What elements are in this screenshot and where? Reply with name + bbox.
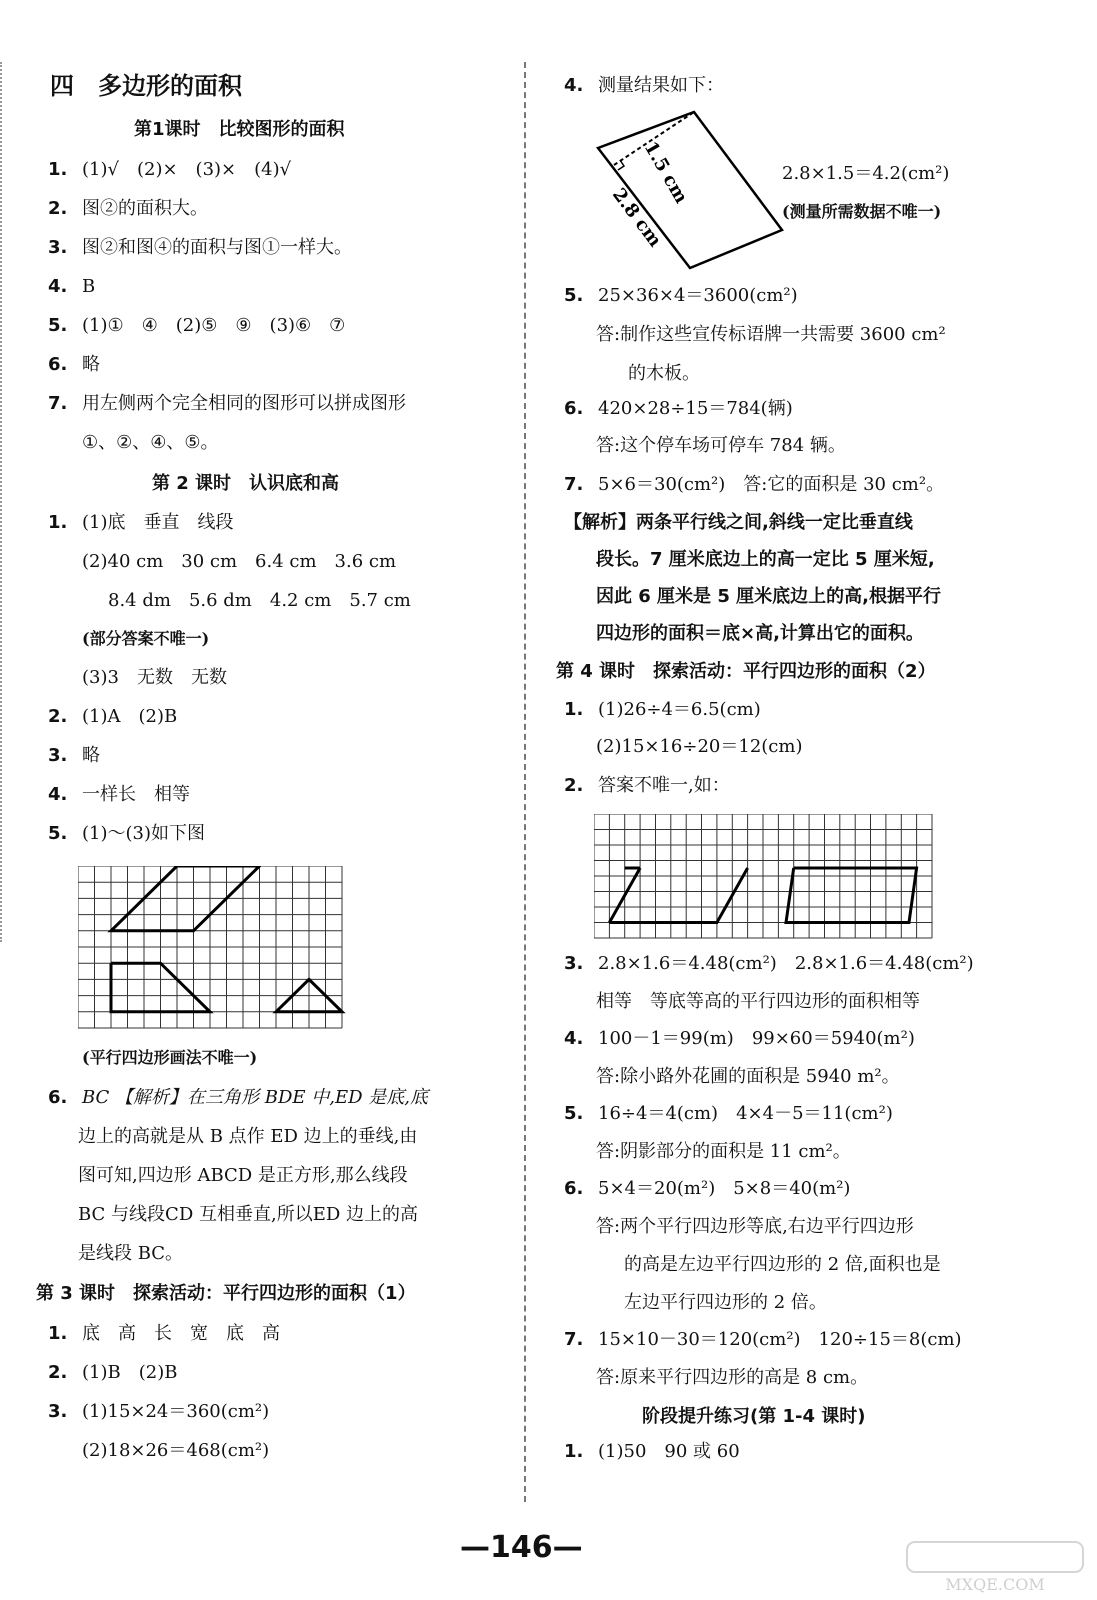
column-divider bbox=[524, 62, 526, 1502]
l4-item4-ans: 答:除小路外花圃的面积是 5940 m²。 bbox=[596, 1066, 900, 1087]
l4-item6: 6. 5×4＝20(m²) 5×8＝40(m²) bbox=[564, 1178, 851, 1199]
grid-figure-left bbox=[78, 866, 346, 1030]
r-item7-an2: 段长。7 厘米底边上的高一定比 5 厘米短, bbox=[596, 549, 935, 570]
l1-item7: 7. 用左侧两个完全相同的图形可以拼成图形 bbox=[48, 393, 406, 414]
l4-item1a: 1. (1)26÷4＝6.5(cm) bbox=[564, 699, 761, 720]
l2-item6-l4: BC 与线段CD 互相垂直,所以ED 边上的高 bbox=[78, 1204, 418, 1225]
l4-item1b: (2)15×16÷20＝12(cm) bbox=[596, 736, 803, 757]
r-item5-ans1: 答:制作这些宣传标语牌一共需要 3600 cm² bbox=[596, 324, 946, 345]
l2-item5-note: (平行四边形画法不唯一) bbox=[82, 1048, 258, 1067]
stage-title: 阶段提升练习(第 1-4 课时) bbox=[642, 1406, 866, 1427]
r-item6: 6. 420×28÷15＝784(辆) bbox=[564, 398, 793, 419]
l2-item1c: 8.4 dm 5.6 dm 4.2 cm 5.7 cm bbox=[108, 590, 411, 611]
l2-item6-l3: 图可知,四边形 ABCD 是正方形,那么线段 bbox=[78, 1165, 408, 1186]
l4-item6-a3: 左边平行四边形的 2 倍。 bbox=[624, 1292, 827, 1313]
l1-item4: 4. B bbox=[48, 276, 96, 297]
l3-item1: 1. 底 高 长 宽 底 高 bbox=[48, 1323, 280, 1344]
r-item7-an4: 四边形的面积＝底×高,计算出它的面积。 bbox=[596, 623, 924, 644]
l4-item7: 7. 15×10－30＝120(cm²) 120÷15＝8(cm) bbox=[564, 1329, 962, 1350]
stage-item1: 1. (1)50 90 或 60 bbox=[564, 1441, 740, 1462]
l2-item3: 3. 略 bbox=[48, 745, 100, 766]
r-item4-formula: 2.8×1.5＝4.2(cm²) bbox=[782, 163, 950, 184]
r-item7-an1: 【解析】两条平行线之间,斜线一定比垂直线 bbox=[564, 512, 913, 533]
l1-item3: 3. 图②和图④的面积与图①一样大。 bbox=[48, 237, 352, 258]
left-margin-line bbox=[0, 62, 2, 942]
l2-item4: 4. 一样长 相等 bbox=[48, 784, 190, 805]
l3-item3a: 3. (1)15×24＝360(cm²) bbox=[48, 1401, 270, 1422]
svg-text:MXQE.COM: MXQE.COM bbox=[945, 1575, 1045, 1594]
chapter-title: 四 多边形的面积 bbox=[50, 72, 242, 100]
r-item7: 7. 5×6＝30(cm²) 答:它的面积是 30 cm²。 bbox=[564, 474, 945, 495]
l2-item6-l5: 是线段 BC。 bbox=[78, 1243, 184, 1264]
l4-item5: 5. 16÷4＝4(cm) 4×4－5＝11(cm²) bbox=[564, 1103, 893, 1124]
l2-item1d: (3)3 无数 无数 bbox=[82, 667, 227, 688]
lesson4-title: 第 4 课时 探索活动：平行四边形的面积（2） bbox=[556, 661, 936, 682]
l4-item4: 4. 100－1＝99(m) 99×60＝5940(m²) bbox=[564, 1028, 915, 1049]
r-item4-note: (测量所需数据不唯一) bbox=[782, 202, 942, 221]
l4-item2: 2. 答案不唯一,如： bbox=[564, 775, 730, 796]
page-number: —146— bbox=[460, 1530, 583, 1565]
l1-item6: 6. 略 bbox=[48, 354, 100, 375]
l2-item1b: (2)40 cm 30 cm 6.4 cm 3.6 cm bbox=[82, 551, 397, 572]
l2-item6-l2: 边上的高就是从 B 点作 ED 边上的垂线,由 bbox=[78, 1126, 418, 1147]
l3-item3b: (2)18×26＝468(cm²) bbox=[82, 1440, 270, 1461]
r-item4: 4. 测量结果如下： bbox=[564, 75, 724, 96]
l1-item1: 1. (1)√ (2)× (3)× (4)√ bbox=[48, 159, 292, 180]
l4-item6-a2: 的高是左边平行四边形的 2 倍,面积也是 bbox=[624, 1254, 941, 1275]
l2-item1a: 1. (1)底 垂直 线段 bbox=[48, 512, 234, 533]
lesson2-title: 第 2 课时 认识底和高 bbox=[152, 473, 340, 494]
l1-item7-cont: ①、②、④、⑤。 bbox=[82, 432, 219, 453]
fig-label-height: 1.5 cm bbox=[639, 138, 692, 208]
l3-item2: 2. (1)B (2)B bbox=[48, 1362, 178, 1383]
r-item5: 5. 25×36×4＝3600(cm²) bbox=[564, 285, 798, 306]
parallelogram-figure bbox=[594, 108, 794, 278]
l4-item7-ans: 答:原来平行四边形的高是 8 cm。 bbox=[596, 1367, 869, 1388]
lesson3-title: 第 3 课时 探索活动：平行四边形的面积（1） bbox=[36, 1283, 416, 1304]
l4-item5-ans: 答:阴影部分的面积是 11 cm²。 bbox=[596, 1141, 851, 1162]
l2-item6-l1: 6. BC 【解析】在三角形 BDE 中,ED 是底,底 bbox=[48, 1087, 429, 1108]
watermark-logo bbox=[905, 1540, 1085, 1595]
grid-figure-right bbox=[594, 814, 934, 940]
l4-item3a: 3. 2.8×1.6＝4.48(cm²) 2.8×1.6＝4.48(cm²) bbox=[564, 953, 974, 974]
fig-label-base: 2.8 cm bbox=[608, 184, 666, 251]
r-item5-ans2: 的木板。 bbox=[628, 363, 700, 384]
lesson1-title: 第1课时 比较图形的面积 bbox=[134, 119, 345, 140]
l2-item1-note: (部分答案不唯一) bbox=[82, 629, 210, 648]
l1-item5: 5. (1)① ④ (2)⑤ ⑨ (3)⑥ ⑦ bbox=[48, 315, 346, 336]
l1-item2: 2. 图②的面积大。 bbox=[48, 198, 208, 219]
r-item7-an3: 因此 6 厘米是 5 厘米底边上的高,根据平行 bbox=[596, 586, 941, 607]
l4-item6-a1: 答:两个平行四边形等底,右边平行四边形 bbox=[596, 1216, 914, 1237]
r-item6-ans: 答:这个停车场可停车 784 辆。 bbox=[596, 435, 846, 456]
l2-item5: 5. (1)～(3)如下图 bbox=[48, 823, 205, 844]
l4-item3b: 相等 等底等高的平行四边形的面积相等 bbox=[596, 991, 920, 1012]
l2-item2: 2. (1)A (2)B bbox=[48, 706, 178, 727]
